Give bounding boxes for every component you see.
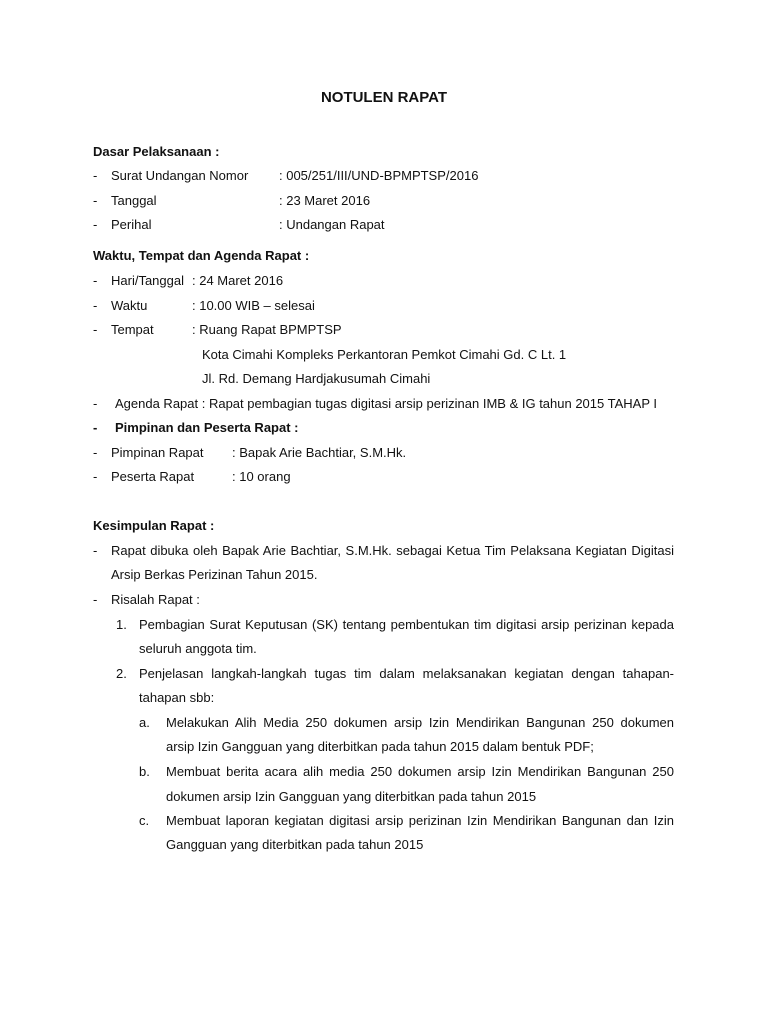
risalah-label: Risalah Rapat : [111,592,200,607]
sublist-item-line: Membuat laporan kegiatan digitasi arsip perizinan Izin Mendirikan Bangunan dan Izin [166,813,674,828]
bullet: - [93,168,98,183]
sublist-letter: a. [139,715,150,730]
sublist-letter: b. [139,764,150,779]
field-label: Tanggal [111,193,157,208]
bullet: - [93,193,98,208]
field-value: : 10.00 WIB – selesai [192,298,315,313]
field-label: Pimpinan Rapat [111,445,204,460]
bullet: - [93,445,98,460]
address-line: Jl. Rd. Demang Hardjakusumah Cimahi [202,371,431,386]
bullet: - [93,322,98,337]
section-heading-kesimpulan: Kesimpulan Rapat : [93,518,215,533]
section-heading-waktu: Waktu, Tempat dan Agenda Rapat : [93,248,310,263]
list-number: 1. [116,617,127,632]
sublist-item-line: arsip Izin Gangguan yang diterbitkan pada tahun 2015 dalam bentuk PDF; [166,739,594,754]
field-value: : Undangan Rapat [279,217,385,232]
field-value: : Ruang Rapat BPMPTSP [192,322,342,337]
section-heading-dasar: Dasar Pelaksanaan : [93,144,220,159]
sublist-letter: c. [139,813,150,828]
paragraph-line: Arsip Berkas Perizinan Tahun 2015. [111,567,318,582]
field-label: Surat Undangan Nomor [111,168,249,183]
list-item-line: Penjelasan langkah-langkah tugas tim dalam melaksanakan kegiatan dengan tahapan- [139,666,674,681]
sublist-item-line: Membuat berita acara alih media 250 dokumen arsip Izin Mendirikan Bangunan 250 [166,764,674,779]
field-value: : 10 orang [232,469,291,484]
field-label: Perihal [111,217,152,232]
bullet: - [93,420,98,435]
field-value: : 23 Maret 2016 [279,193,371,208]
field-value: : 24 Maret 2016 [192,273,284,288]
bullet: - [93,543,98,558]
field-label: Peserta Rapat [111,469,195,484]
list-number: 2. [116,666,127,681]
sublist-item-line: dokumen arsip Izin Gangguan yang diterbitkan pada tahun 2015 [166,789,537,804]
section-heading-pimpinan: Pimpinan dan Peserta Rapat : [115,420,299,435]
list-item-line: Pembagian Surat Keputusan (SK) tentang pembentukan tim digitasi arsip perizinan kepada [139,617,674,632]
document-title: NOTULEN RAPAT [320,89,448,106]
bullet: - [93,592,98,607]
field-label: Waktu [111,298,148,313]
agenda-line: Agenda Rapat : Rapat pembagian tugas digitasi arsip perizinan IMB & IG tahun 2015 TAHAP I [115,396,657,411]
field-label: Hari/Tanggal [111,273,184,288]
sublist-item-line: Melakukan Alih Media 250 dokumen arsip Izin Mendirikan Bangunan 250 dokumen [166,715,674,730]
bullet: - [93,273,98,288]
bullet: - [93,469,98,484]
list-item-line: tahapan sbb: [139,690,215,705]
paragraph-line: Rapat dibuka oleh Bapak Arie Bachtiar, S.M.Hk. sebagai Ketua Tim Pelaksana Kegiatan Digitasi [111,543,674,558]
sublist-item-line: Gangguan yang diterbitkan pada tahun 2015 [166,837,424,852]
address-line: Kota Cimahi Kompleks Perkantoran Pemkot Cimahi Gd. C Lt. 1 [202,347,567,362]
bullet: - [93,217,98,232]
list-item-line: seluruh anggota tim. [139,641,257,656]
bullet: - [93,396,98,411]
field-value: : 005/251/III/UND-BPMPTSP/2016 [279,168,479,183]
bullet: - [93,298,98,313]
field-value: : Bapak Arie Bachtiar, S.M.Hk. [232,445,407,460]
field-label: Tempat [111,322,154,337]
